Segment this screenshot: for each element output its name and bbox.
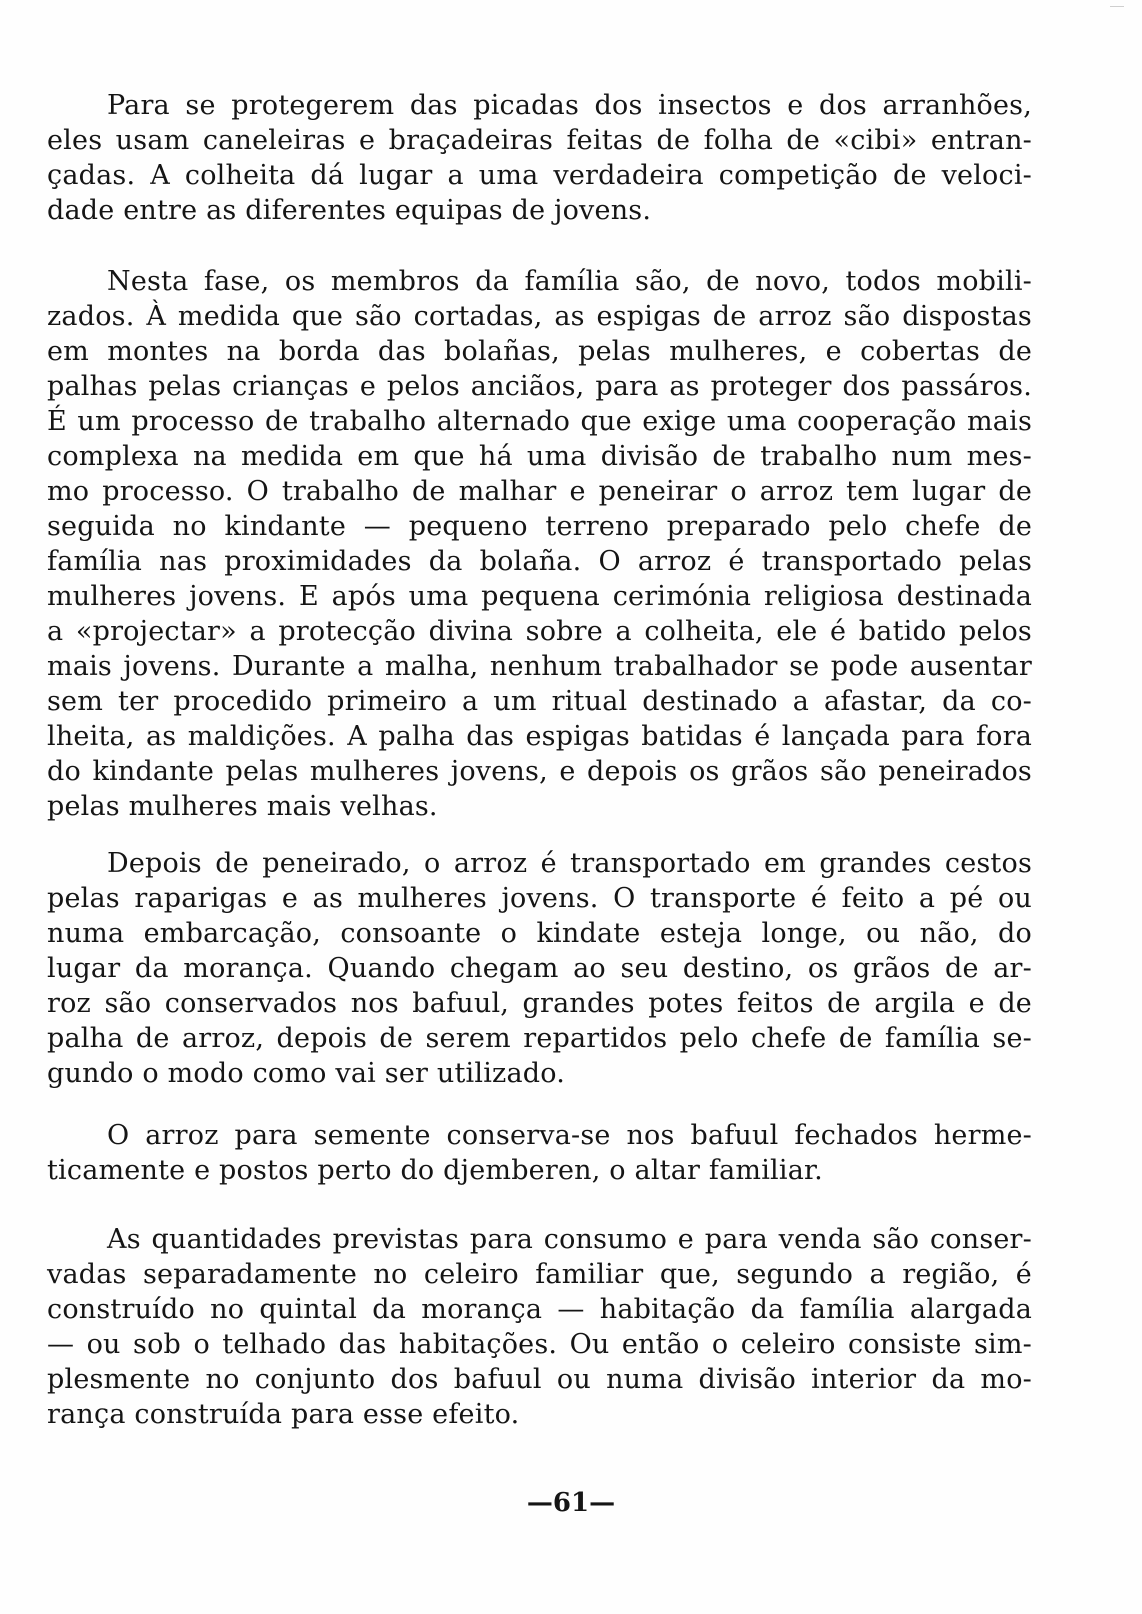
scan-mark (1110, 6, 1124, 7)
paragraph-line: sem ter procedido primeiro a um ritual destinado a afastar, da co- (47, 686, 1032, 717)
paragraph-line: construído no quintal da morança — habitação da família alargada (47, 1294, 1032, 1325)
paragraph-line: seguida no kindante — pequeno terreno preparado pelo chefe de (47, 511, 1032, 542)
paragraph-line: mulheres jovens. E após uma pequena cerimónia religiosa destinada (47, 581, 1032, 612)
paragraph-1 (47, 88, 1032, 228)
paragraph-line: Nesta fase, os membros da família são, de novo, todos mobili- (107, 266, 1032, 297)
paragraph-line: numa embarcação, consoante o kindate esteja longe, ou não, do (47, 918, 1032, 949)
paragraph-3 (47, 846, 1032, 1091)
paragraph-5 (47, 1222, 1032, 1432)
paragraph-line: pelas raparigas e as mulheres jovens. O transporte é feito a pé ou (47, 883, 1032, 914)
paragraph-line: em montes na borda das bolañas, pelas mulheres, e cobertas de (47, 336, 1032, 367)
paragraph-line: Para se protegerem das picadas dos insectos e dos arranhões, (107, 90, 1032, 121)
paragraph-line: a «projectar» a protecção divina sobre a colheita, ele é batido pelos (47, 616, 1032, 647)
paragraph-line: gundo o modo como vai ser utilizado. (47, 1058, 566, 1089)
paragraph-line: É um processo de trabalho alternado que exige uma cooperação mais (47, 406, 1032, 437)
paragraph-2 (47, 264, 1032, 824)
paragraph-line: çadas. A colheita dá lugar a uma verdadeira competição de veloci- (47, 160, 1032, 191)
paragraph-line: roz são conservados nos bafuul, grandes potes feitos de argila e de (47, 988, 1032, 1019)
paragraph-line: palha de arroz, depois de serem repartidos pelo chefe de família se- (47, 1023, 1032, 1054)
paragraph-line: Depois de peneirado, o arroz é transportado em grandes cestos (107, 848, 1032, 879)
paragraph-line: plesmente no conjunto dos bafuul ou numa divisão interior da mo- (47, 1364, 1032, 1395)
paragraph-line: lheita, as maldições. A palha das espigas batidas é lançada para fora (47, 721, 1032, 752)
paragraph-line: família nas proximidades da bolaña. O arroz é transportado pelas (47, 546, 1032, 577)
paragraph-line: complexa na medida em que há uma divisão de trabalho num mes- (47, 441, 1032, 472)
paragraph-4 (47, 1118, 1032, 1188)
paragraph-line: palhas pelas crianças e pelos anciãos, para as proteger dos passáros. (47, 371, 1032, 402)
paragraph-line: dade entre as diferentes equipas de jovens. (47, 195, 652, 226)
page-number: —61— (526, 1488, 616, 1518)
paragraph-line: zados. À medida que são cortadas, as espigas de arroz são dispostas (47, 301, 1032, 332)
paragraph-line: eles usam caneleiras e braçadeiras feitas de folha de «cibi» entran- (47, 125, 1032, 156)
paragraph-line: mais jovens. Durante a malha, nenhum trabalhador se pode ausentar (47, 651, 1032, 682)
paragraph-line: vadas separadamente no celeiro familiar que, segundo a região, é (47, 1259, 1032, 1290)
paragraph-line: rança construída para esse efeito. (47, 1399, 520, 1430)
paragraph-line: ticamente e postos perto do djemberen, o altar familiar. (47, 1155, 823, 1186)
paragraph-line: do kindante pelas mulheres jovens, e depois os grãos são peneirados (47, 756, 1032, 787)
paragraph-line: pelas mulheres mais velhas. (47, 791, 438, 822)
paragraph-line: As quantidades previstas para consumo e para venda são conser- (107, 1224, 1032, 1255)
paragraph-line: lugar da morança. Quando chegam ao seu destino, os grãos de ar- (47, 953, 1032, 984)
paragraph-line: O arroz para semente conserva-se nos bafuul fechados herme- (107, 1120, 1032, 1151)
paragraph-line: — ou sob o telhado das habitações. Ou então o celeiro consiste sim- (47, 1329, 1032, 1360)
paragraph-line: mo processo. O trabalho de malhar e peneirar o arroz tem lugar de (47, 476, 1032, 507)
